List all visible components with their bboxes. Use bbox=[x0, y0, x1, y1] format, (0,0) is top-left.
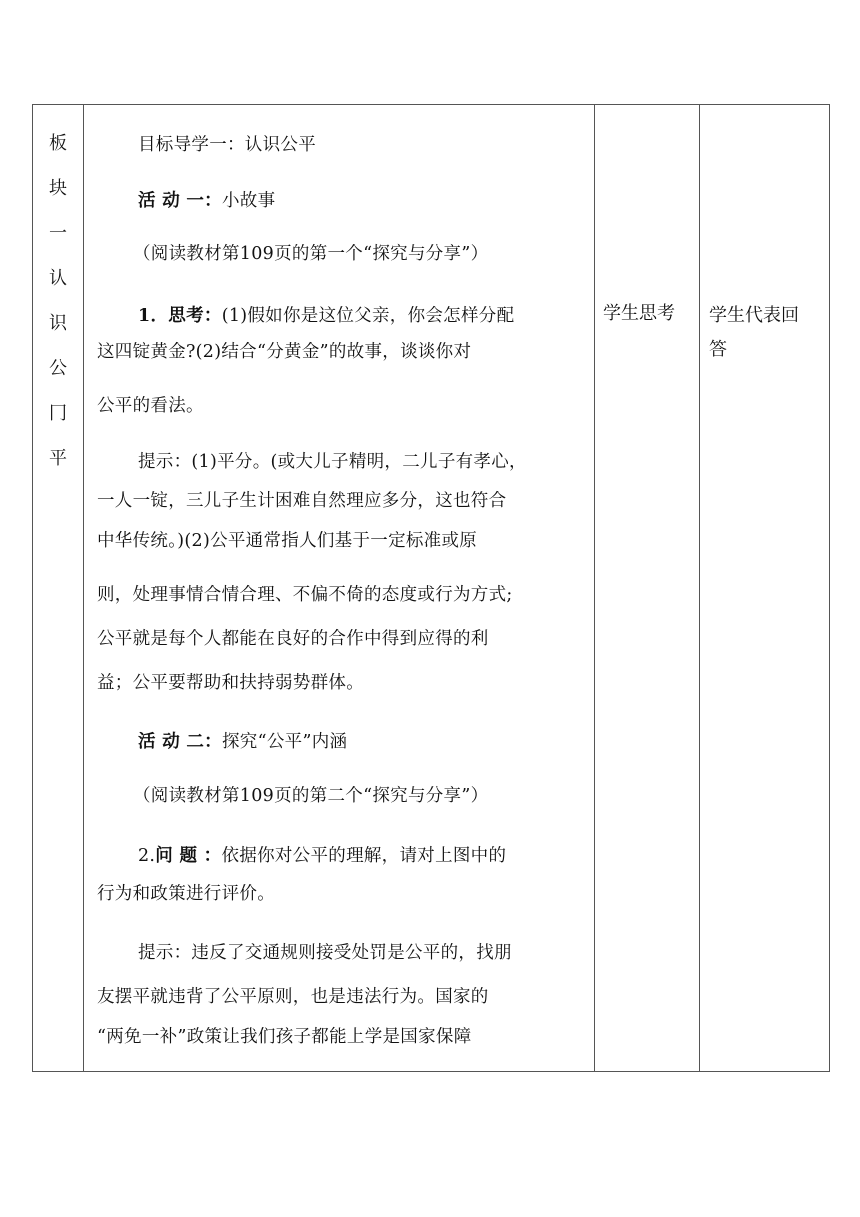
question1-number: 1． bbox=[138, 306, 169, 326]
read-instruction-1: （阅读教材第109页的第一个“探究与分享”） bbox=[133, 244, 489, 264]
hint1-line5: 公平就是每个人都能在良好的合作中得到应得的利 bbox=[97, 629, 489, 649]
hint2-line2: 友摆平就违背了公平原则，也是违法行为。国家的 bbox=[97, 987, 489, 1007]
question2-text: 依据你对公平的理解，请对上图中的 bbox=[221, 846, 507, 866]
section-label-char: 平 bbox=[49, 448, 67, 469]
question2-line2: 行为和政策进行评价。 bbox=[97, 884, 275, 904]
hint1-line3: 中华传统。)(2)公平通常指人们基于一定标准或原 bbox=[97, 531, 478, 551]
section-label-char: 认 bbox=[49, 268, 67, 289]
question1-line2: 这四锭黄金?(2)结合“分黄金”的故事，谈谈你对 bbox=[97, 342, 472, 362]
activity1-label: 活 动 一： bbox=[138, 191, 222, 211]
section-label-char: 一 bbox=[49, 223, 67, 244]
column-divider-2 bbox=[594, 105, 595, 1071]
question1-line1 bbox=[138, 302, 514, 327]
column-divider-3 bbox=[699, 105, 700, 1071]
goal-heading: 目标导学一：认识公平 bbox=[138, 135, 316, 155]
activity2-label: 活 动 二： bbox=[138, 732, 222, 752]
activity2-title: 探究“公平”内涵 bbox=[222, 732, 348, 752]
hint1-line4: 则，处理事情合情合理、不偏不倚的态度或行为方式; bbox=[97, 585, 513, 605]
section-label-char: 公 bbox=[49, 358, 67, 379]
student-response-line1: 学生代表回 bbox=[709, 305, 799, 326]
hint1-line2: 一人一锭，三儿子生计困难自然理应多分，这也符合 bbox=[97, 491, 507, 511]
section-label-char: 块 bbox=[49, 178, 67, 199]
question2-line1 bbox=[138, 842, 506, 867]
hint2-line3: “两免一补”政策让我们孩子都能上学是国家保障 bbox=[97, 1027, 472, 1047]
section-label-char: 板 bbox=[49, 133, 67, 154]
student-response bbox=[709, 299, 819, 367]
activity1-heading bbox=[138, 187, 275, 212]
student-response-line2: 答 bbox=[709, 339, 727, 360]
question2-label: 问 题 ： bbox=[155, 846, 222, 866]
column-divider-1 bbox=[83, 105, 84, 1071]
activity1-title: 小故事 bbox=[222, 191, 276, 211]
section-label-char: 冂 bbox=[49, 403, 67, 424]
read-instruction-2: （阅读教材第109页的第二个“探究与分享”） bbox=[133, 786, 489, 806]
section-label-char: 识 bbox=[49, 313, 67, 334]
question2-number: 2. bbox=[138, 846, 156, 866]
activity2-heading bbox=[138, 728, 347, 753]
question1-text: (1)假如你是这位父亲，你会怎样分配 bbox=[221, 306, 515, 326]
lesson-table bbox=[32, 104, 830, 1072]
student-activity: 学生思考 bbox=[603, 303, 675, 324]
hint2-line1: 提示：违反了交通规则接受处罚是公平的，找朋 bbox=[138, 943, 512, 963]
section-label bbox=[33, 105, 83, 493]
question1-label: 思考： bbox=[168, 306, 222, 326]
question1-line3: 公平的看法。 bbox=[97, 396, 204, 416]
hint1-line6: 益；公平要帮助和扶持弱势群体。 bbox=[97, 673, 364, 693]
hint1-line1: 提示：(1)平分。(或大儿子精明，二儿子有孝心， bbox=[138, 452, 527, 472]
